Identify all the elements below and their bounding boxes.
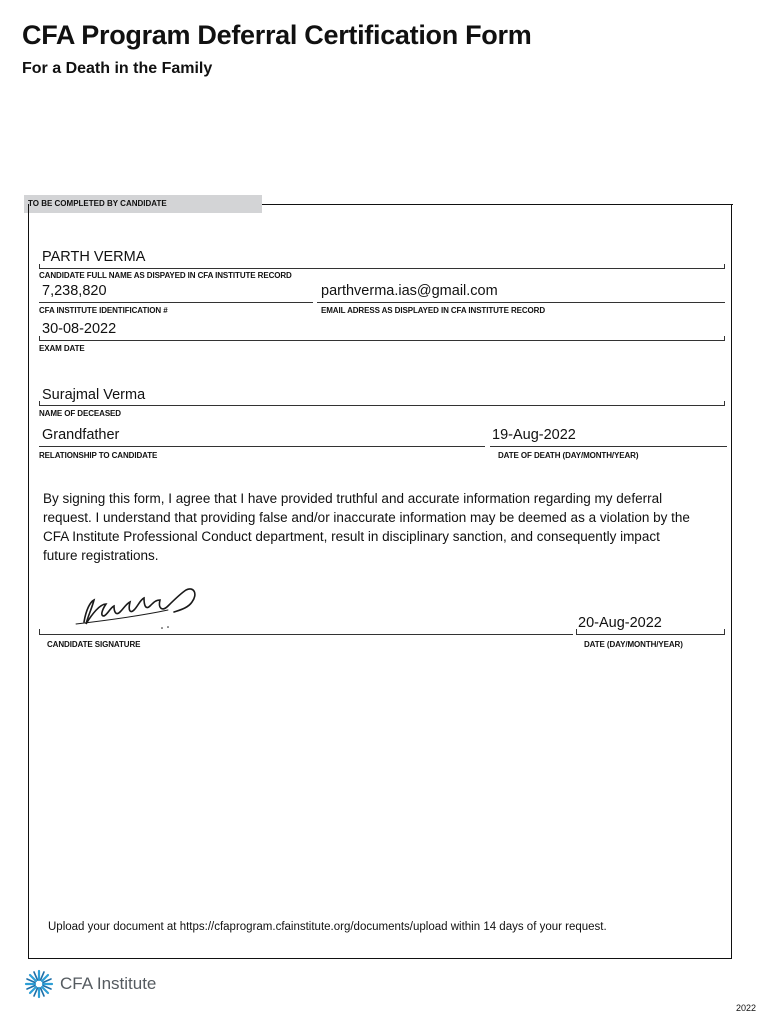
full-name-label: CANDIDATE FULL NAME AS DISPAYED IN CFA INSTITUTE RECORD bbox=[39, 271, 292, 280]
cfa-id-field[interactable]: 7,238,820 bbox=[42, 283, 107, 299]
exam-date-tick-right bbox=[724, 336, 725, 341]
email-field[interactable]: parthverma.ias@gmail.com bbox=[321, 283, 498, 299]
handwritten-signature[interactable] bbox=[70, 580, 205, 632]
signature-line bbox=[39, 634, 573, 635]
form-subtitle: For a Death in the Family bbox=[22, 60, 213, 77]
sign-date-field[interactable]: 20-Aug-2022 bbox=[578, 615, 662, 631]
death-date-label: DATE OF DEATH (DAY/MONTH/YEAR) bbox=[498, 451, 639, 460]
death-date-line bbox=[490, 446, 727, 447]
sign-date-tick-right bbox=[724, 629, 725, 634]
cfa-institute-logo-icon bbox=[24, 969, 54, 999]
deceased-name-field[interactable]: Surajmal Verma bbox=[42, 387, 146, 403]
full-name-field[interactable]: PARTH VERMA bbox=[42, 249, 146, 265]
full-name-tick-left bbox=[39, 264, 40, 269]
cfa-id-line bbox=[39, 302, 313, 303]
exam-date-tick-left bbox=[39, 336, 40, 341]
email-line bbox=[317, 302, 725, 303]
footer-year: 2022 bbox=[735, 1003, 756, 1013]
sign-date-tick-left bbox=[576, 629, 577, 634]
cfa-id-label: CFA INSTITUTE IDENTIFICATION # bbox=[39, 306, 168, 315]
legal-statement: By signing this form, I agree that I have provided truthful and accurate information regarding my deferral request. I understand that providing false and/or inaccurate information may be deemed as a violation by the CFA Institute Professional Conduct department, result in disciplinary sanction, and consequently impact future registrations. bbox=[43, 491, 690, 563]
relationship-line bbox=[39, 446, 485, 447]
deceased-name-tick-left bbox=[39, 401, 40, 406]
cfa-logo bbox=[24, 969, 156, 999]
form-title: CFA Program Deferral Certification Form bbox=[22, 20, 532, 50]
deceased-name-line bbox=[39, 405, 725, 406]
signature-tick-left bbox=[39, 629, 40, 634]
full-name-tick-right bbox=[724, 264, 725, 269]
exam-date-field[interactable]: 30-08-2022 bbox=[42, 321, 117, 337]
relationship-label: RELATIONSHIP TO CANDIDATE bbox=[39, 451, 158, 460]
full-name-line bbox=[39, 268, 725, 269]
sign-date-line bbox=[576, 634, 725, 635]
death-date-field[interactable]: 19-Aug-2022 bbox=[492, 427, 576, 443]
exam-date-line bbox=[39, 340, 725, 341]
exam-date-label: EXAM DATE bbox=[39, 344, 85, 353]
sign-date-label: DATE (DAY/MONTH/YEAR) bbox=[584, 640, 683, 649]
logo-text: CFA Institute bbox=[60, 974, 157, 993]
upload-instructions: Upload your document at https://cfaprogram.cfainstitute.org/documents/upload within 14 days of your request. bbox=[48, 921, 607, 933]
deceased-name-tick-right bbox=[724, 401, 725, 406]
relationship-field[interactable]: Grandfather bbox=[42, 427, 120, 443]
section-tab: TO BE COMPLETED BY CANDIDATE bbox=[24, 195, 262, 213]
signature-label: CANDIDATE SIGNATURE bbox=[47, 640, 141, 649]
deceased-name-label: NAME OF DECEASED bbox=[39, 409, 121, 418]
email-label: EMAIL ADRESS AS DISPLAYED IN CFA INSTITUTE RECORD bbox=[321, 306, 546, 315]
